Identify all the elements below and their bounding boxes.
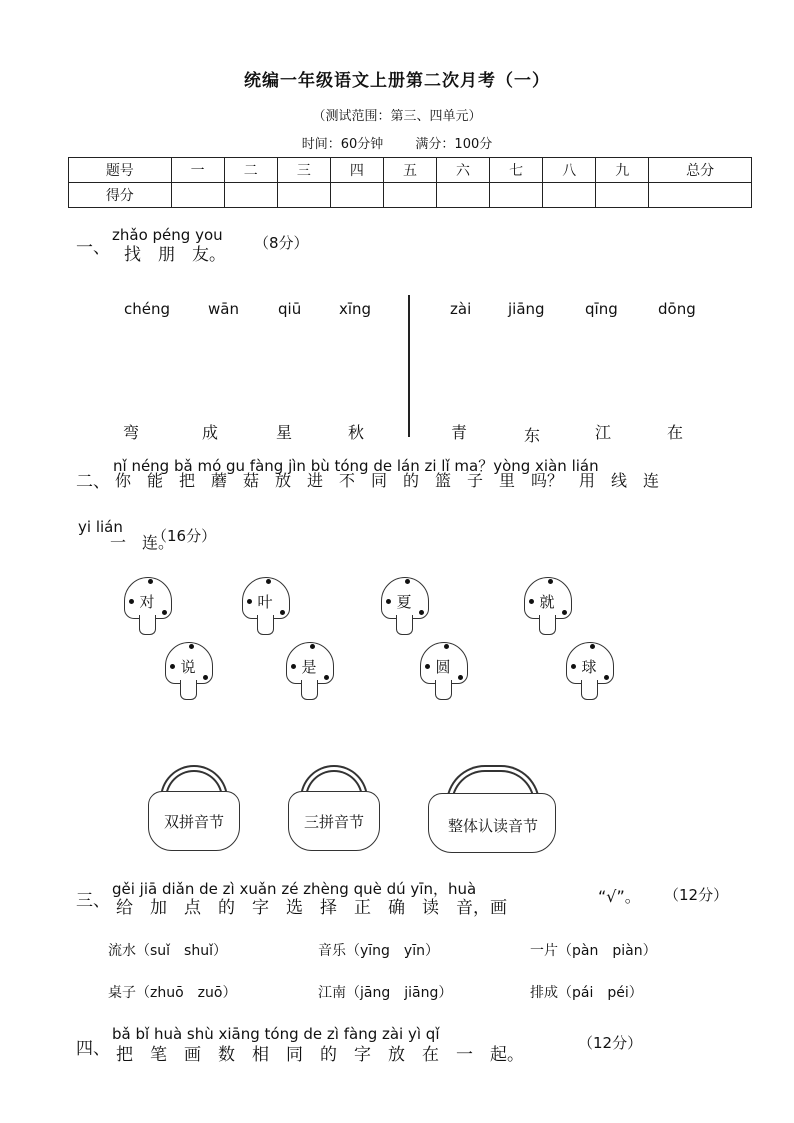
q3-number: 三、 — [76, 891, 110, 911]
q2-chars-line2: 一 连。 — [110, 533, 175, 552]
divider-line — [408, 295, 410, 437]
basket-label: 双拼音节 — [163, 813, 224, 831]
pinyin-item[interactable]: wān — [208, 300, 239, 318]
basket-label: 三拼音节 — [303, 813, 364, 831]
q3-pinyin: gěi jiā diǎn de zì xuǎn zé zhèng què dú yīn，huà — [112, 880, 477, 898]
score-table-score-row — [69, 183, 752, 208]
score-input-cell[interactable] — [543, 183, 596, 208]
q2-points: （16分） — [152, 527, 217, 545]
q3-item[interactable]: 音乐（yīng yīn） — [318, 943, 439, 959]
q2-chars-line1: 你 能 把 蘑 菇 放 进 不 同 的 篮 子 里 吗？ 用 线 连 — [115, 471, 660, 490]
table-cell: 七 — [490, 158, 543, 183]
q4-number: 四、 — [76, 1039, 110, 1059]
pinyin-item[interactable]: qīng — [585, 300, 618, 318]
q2-pinyin-line1: nǐ néng bǎ mó gu fàng jìn bù tóng de lán zi lǐ ma？yòng xiàn lián — [113, 457, 599, 475]
dot-icon — [266, 579, 271, 584]
q2-number: 二、 — [76, 472, 110, 492]
mushroom[interactable] — [163, 642, 213, 700]
table-cell: 三 — [277, 158, 330, 183]
test-range: （测试范围：第三、四单元） — [312, 109, 482, 124]
score-input-cell[interactable] — [224, 183, 277, 208]
exam-time: 时间：60分钟 — [301, 137, 384, 152]
dot-icon — [405, 579, 410, 584]
char-item[interactable]: 青 — [451, 423, 468, 442]
q3-points: （12分） — [664, 886, 729, 904]
char-item[interactable]: 东 — [524, 426, 541, 445]
char-item[interactable]: 成 — [202, 423, 219, 442]
q3-item[interactable]: 排成（pái péi） — [530, 985, 643, 1001]
q1-pinyin: zhǎo péng you — [112, 226, 223, 244]
char-item[interactable]: 星 — [276, 423, 293, 442]
basket[interactable] — [148, 765, 240, 853]
pinyin-item[interactable]: dōng — [658, 300, 696, 318]
mushroom-char: 叶 — [257, 593, 273, 611]
pinyin-item[interactable]: jiāng — [508, 300, 545, 318]
mushroom-stem — [396, 615, 413, 635]
score-input-cell[interactable] — [171, 183, 224, 208]
q4-heading: 把 笔 画 数 相 同 的 字 放 在 一 起。 — [116, 1045, 524, 1065]
score-table — [68, 157, 752, 208]
q1-heading: 找 朋 友。 — [124, 245, 226, 265]
mushroom-char: 圆 — [435, 658, 451, 676]
q4-points: （12分） — [578, 1034, 643, 1052]
table-cell: 四 — [330, 158, 383, 183]
exam-score: 满分：100分 — [415, 137, 493, 152]
q3-heading: 给 加 点 的 字 选 择 正 确 读 音，画 — [116, 898, 507, 918]
q3-item[interactable]: 江南（jāng jiāng） — [318, 985, 453, 1001]
table-cell: 一 — [171, 158, 224, 183]
mushroom-char: 球 — [581, 658, 597, 676]
dot-icon — [590, 644, 595, 649]
basket[interactable] — [288, 765, 380, 853]
table-cell: 题号 — [69, 158, 172, 183]
exam-info — [0, 133, 794, 152]
dot-icon — [548, 579, 553, 584]
table-cell: 六 — [437, 158, 490, 183]
score-input-cell[interactable] — [383, 183, 436, 208]
mushroom[interactable] — [564, 642, 614, 700]
q3-item[interactable]: 一片（pàn piàn） — [530, 943, 657, 959]
mushroom-stem — [539, 615, 556, 635]
char-item[interactable]: 弯 — [123, 423, 140, 442]
q2-pinyin-line2: yi lián — [78, 518, 123, 536]
mushroom-char: 说 — [180, 658, 196, 676]
pinyin-item[interactable]: xīng — [339, 300, 372, 318]
dot-icon — [444, 644, 449, 649]
score-input-cell[interactable] — [490, 183, 543, 208]
page-title: 统编一年级语文上册第二次月考（一） — [244, 71, 550, 91]
q1-number: 一、 — [76, 238, 110, 258]
mushroom[interactable] — [379, 577, 429, 635]
dot-icon — [310, 644, 315, 649]
char-item[interactable]: 在 — [667, 423, 684, 442]
score-input-cell[interactable] — [437, 183, 490, 208]
table-cell: 九 — [596, 158, 649, 183]
basket[interactable] — [428, 765, 558, 855]
basket-label: 整体认读音节 — [447, 817, 538, 835]
mushroom-char: 是 — [301, 658, 317, 676]
mushroom-stem — [139, 615, 156, 635]
pinyin-item[interactable]: qiū — [278, 300, 302, 318]
mushroom-char: 就 — [539, 593, 555, 611]
mushroom-stem — [301, 680, 318, 700]
char-item[interactable]: 江 — [595, 423, 612, 442]
mushroom[interactable] — [240, 577, 290, 635]
q3-item[interactable]: 流水（suǐ shuǐ） — [108, 943, 227, 959]
q1-points: （8分） — [254, 234, 309, 252]
mushroom-stem — [581, 680, 598, 700]
mushroom[interactable] — [284, 642, 334, 700]
mushroom[interactable] — [122, 577, 172, 635]
table-cell: 得分 — [69, 183, 172, 208]
mushroom[interactable] — [418, 642, 468, 700]
mushroom-stem — [180, 680, 197, 700]
dot-icon — [189, 644, 194, 649]
pinyin-item[interactable]: chéng — [124, 300, 171, 318]
mushroom-char: 夏 — [396, 593, 412, 611]
char-item[interactable]: 秋 — [348, 423, 365, 442]
score-input-cell[interactable] — [596, 183, 649, 208]
dot-icon — [148, 579, 153, 584]
score-input-cell[interactable] — [649, 183, 752, 208]
pinyin-item[interactable]: zài — [450, 300, 472, 318]
mushroom[interactable] — [522, 577, 572, 635]
mushroom-stem — [257, 615, 274, 635]
mushroom-char: 对 — [139, 593, 155, 611]
score-input-cell[interactable] — [277, 183, 330, 208]
table-cell: 五 — [383, 158, 436, 183]
q3-item[interactable]: 桌子（zhuō zuō） — [108, 985, 237, 1001]
q3-mark: “√”。 — [598, 887, 641, 906]
score-table-header-row — [69, 158, 752, 183]
q4-pinyin: bǎ bǐ huà shù xiāng tóng de zì fàng zài yì qǐ — [112, 1025, 440, 1043]
table-cell: 总分 — [649, 158, 752, 183]
table-cell: 八 — [543, 158, 596, 183]
table-cell: 二 — [224, 158, 277, 183]
score-input-cell[interactable] — [330, 183, 383, 208]
mushroom-stem — [435, 680, 452, 700]
